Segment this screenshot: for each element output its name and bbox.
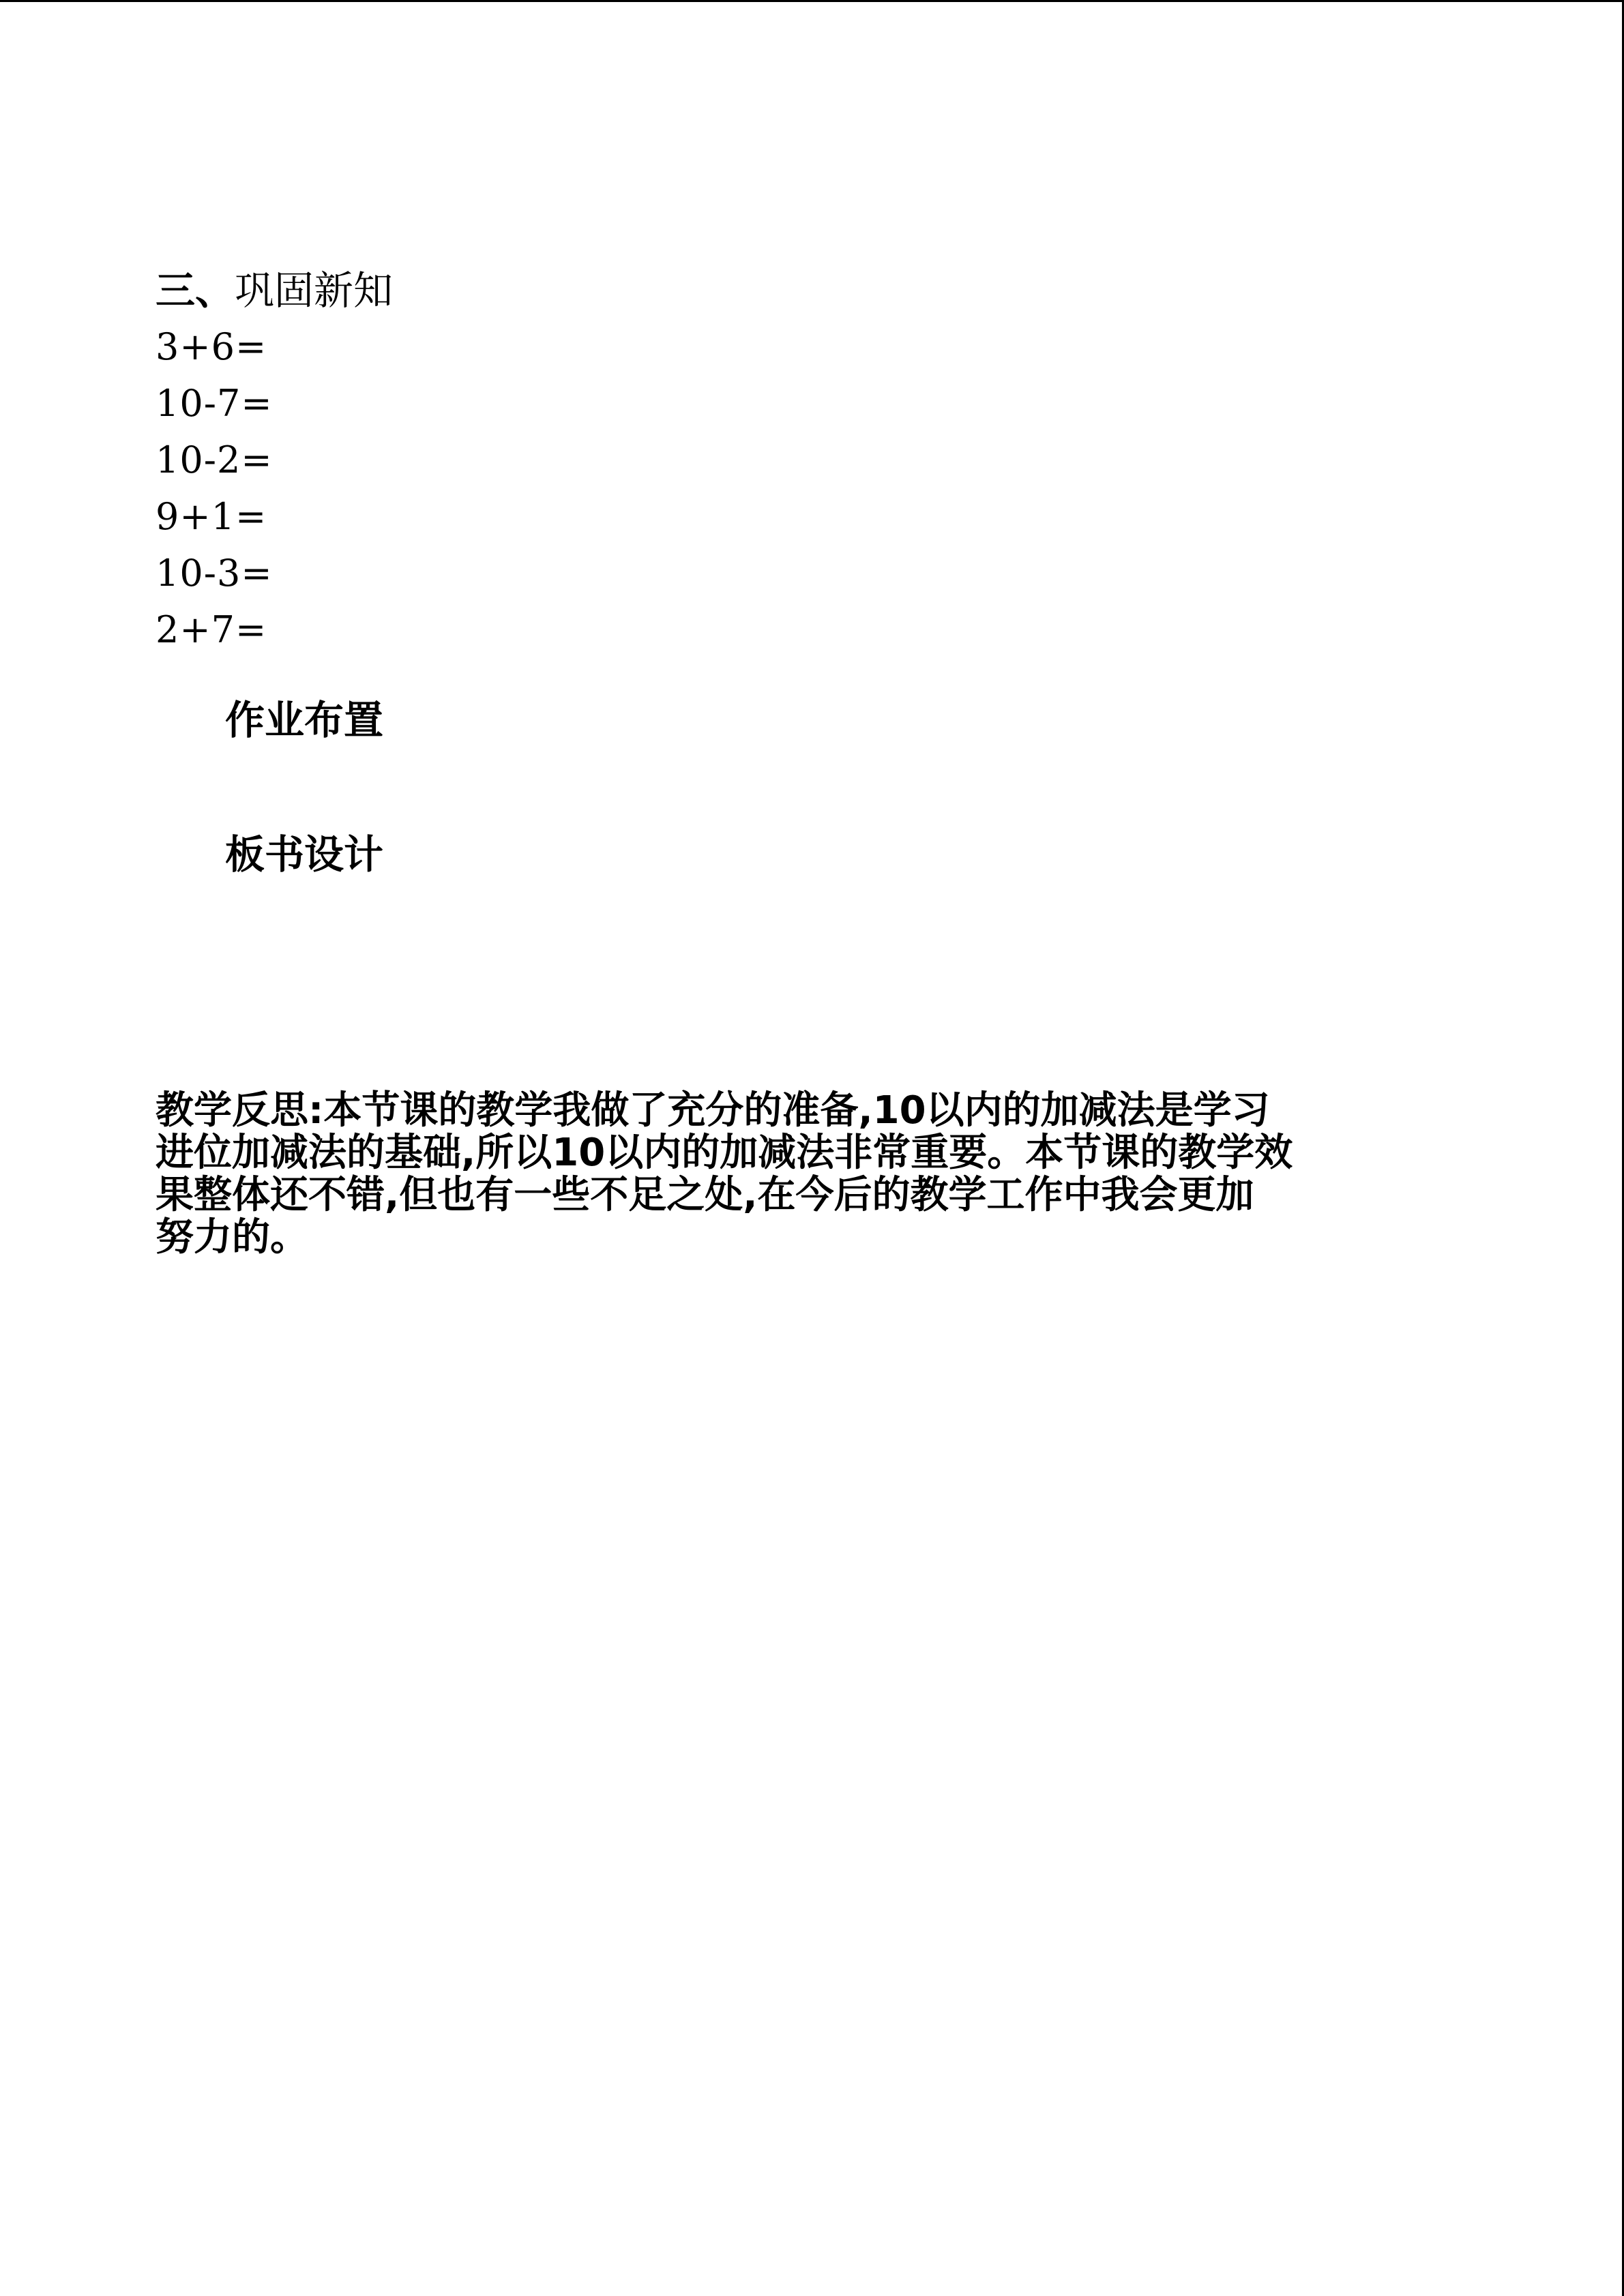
exercise-item: 10-7=	[156, 382, 273, 425]
reflection-line: 进位加减法的基础,所以10以内的加减法非常重要。本节课的教学效	[156, 1131, 1293, 1175]
board-design-heading: 板书设计	[225, 831, 384, 878]
reflection-line: 教学反思:本节课的教学我做了充分的准备,10以内的加减法是学习	[156, 1088, 1270, 1133]
section-number: 三、	[156, 267, 235, 314]
exercise-item: 10-2=	[156, 438, 273, 481]
exercise-list	[156, 318, 273, 658]
exercise-item: 9+1=	[156, 495, 267, 538]
reflection-line: 果整体还不错,但也有一些不足之处,在今后的教学工作中我会更加	[156, 1173, 1254, 1217]
exercise-item: 3+6=	[156, 325, 267, 368]
teaching-reflection	[156, 1090, 1451, 1259]
exercise-item: 10-3=	[156, 552, 273, 595]
page-top-border	[0, 0, 1624, 2]
section-title-text: 巩固新知	[235, 267, 394, 314]
section-title	[156, 263, 393, 318]
homework-heading: 作业布置	[225, 697, 384, 743]
reflection-line: 努力的。	[156, 1215, 308, 1259]
exercise-item: 2+7=	[156, 608, 267, 651]
